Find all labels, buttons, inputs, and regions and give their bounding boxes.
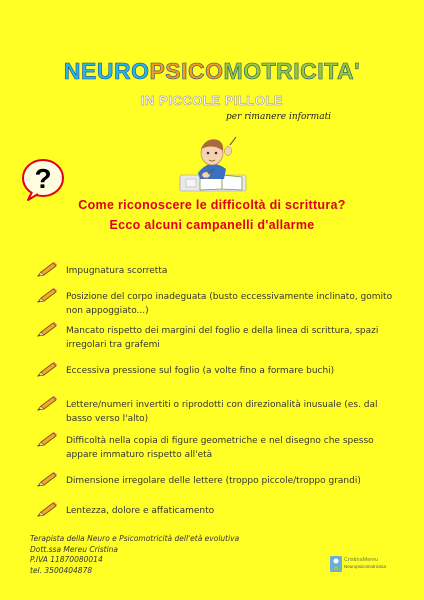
list-item-text: Lentezza, dolore e affaticamento	[66, 506, 215, 516]
child-writing-illustration	[176, 135, 250, 197]
list-item-text: Posizione del corpo inadeguata (busto eccessivamente inclinato, gomito non appoggiato...)	[66, 292, 393, 316]
list-item	[36, 502, 394, 522]
list-item	[36, 472, 394, 492]
subtitle: IN PICCOLE PILLOLE	[141, 93, 283, 108]
list-item	[36, 432, 394, 466]
pencil-icon	[36, 322, 58, 342]
list-item-text: Lettere/numeri invertiti o riprodotti con direzionalità inusuale (es. dal basso verso l'alto)	[66, 400, 378, 424]
list-item	[36, 288, 394, 322]
logo-tagline: Neuropsicomotricista	[344, 564, 387, 569]
tagline: per rimanere informati	[226, 112, 332, 122]
heading-warning-signs: Ecco alcuni campanelli d'allarme	[109, 218, 315, 232]
pencil-icon	[36, 432, 58, 452]
logo-name: CristinaMereu	[344, 557, 379, 563]
list-item-text: Difficoltà nella copia di figure geometriche e nel disegno che spesso appare immaturo rispetto all'età	[66, 436, 374, 460]
list-item	[36, 396, 394, 430]
pencil-icon	[36, 472, 58, 492]
footer-contact	[30, 534, 239, 576]
footer-profession: Terapista della Neuro e Psicomotricità dell'età evolutiva	[30, 534, 240, 543]
list-item-text: Impugnatura scorretta	[66, 266, 168, 276]
page-title	[0, 58, 424, 85]
list-item-text: Mancato rispetto dei margini del foglio e della linea di scrittura, spazi irregolari tra grafemi	[66, 326, 379, 350]
logo-icon	[330, 556, 342, 576]
footer-vat: P.IVA 11870080014	[30, 555, 103, 564]
question-mark-glyph: ?	[34, 163, 52, 194]
pencil-icon	[36, 262, 58, 282]
title-psico: PSICO	[149, 58, 224, 84]
title-neuro: NEURO	[63, 58, 150, 84]
pencil-icon	[36, 362, 58, 382]
heading-question: Come riconoscere le difficoltà di scrittura?	[78, 198, 346, 212]
pencil-icon	[36, 288, 58, 308]
footer-name: Dott.ssa Mereu Cristina	[30, 544, 119, 554]
list-item	[36, 362, 394, 382]
footer-phone: tel. 3500404878	[30, 565, 93, 575]
title-motricita: MOTRICITA'	[223, 58, 361, 84]
list-item-text: Eccessiva pressione sul foglio (a volte fino a formare buchi)	[66, 366, 335, 376]
pencil-icon	[36, 396, 58, 416]
pencil-icon	[36, 502, 58, 522]
list-item	[36, 262, 394, 282]
list-item	[36, 322, 394, 356]
list-item-text: Dimensione irregolare delle lettere (troppo piccole/troppo grandi)	[66, 476, 361, 486]
